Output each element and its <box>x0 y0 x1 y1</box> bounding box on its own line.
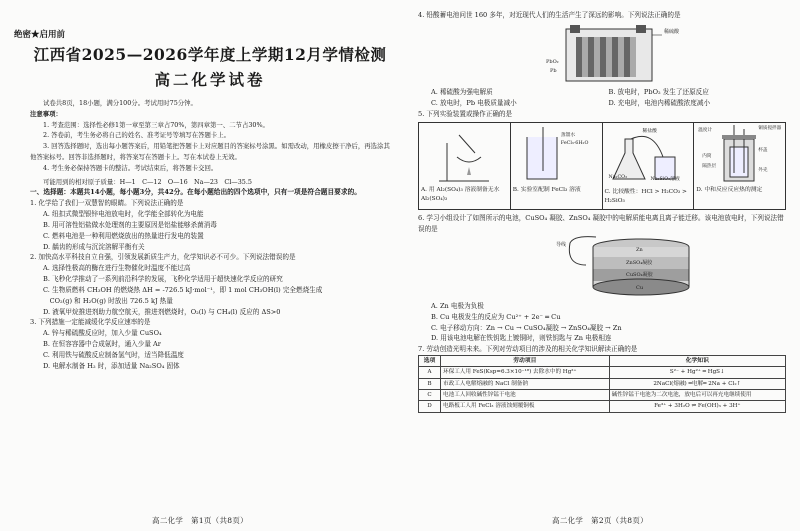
experiment-d <box>694 123 785 209</box>
fig-label: 隔热层 <box>702 164 717 169</box>
experiment-table <box>418 122 786 210</box>
fig-label: 杯盖 <box>758 148 768 153</box>
section-heading: 一、选择题：本题共14小题，每小题3分，共42分。在每小题给出的四个选项中，只有一项是符合题目要求的。 <box>30 188 361 197</box>
fig-label: 蒸馏水 <box>560 133 576 138</box>
experiment-caption: D. 中和反应反应热的测定 <box>696 187 763 193</box>
notice-item: 4. 考生务必保持答题卡的整洁。考试结束后，将答题卡交回。 <box>43 163 218 172</box>
fig-label: CuSO₄凝胶 <box>626 272 653 278</box>
beaker-diagram <box>511 123 601 185</box>
battery-figure <box>418 23 786 85</box>
table-cell: 碱性锌锰干电池为二次电池，放电后可以再充电继续使用 <box>609 390 785 401</box>
option: A. 选择性极高的酶在进行生物催化时温度不能过高 <box>43 264 191 273</box>
exam-subtitle: 高二化学试卷 <box>154 70 266 89</box>
fig-label: Cu <box>636 285 644 291</box>
table-cell: D <box>419 401 441 412</box>
table-cell: 2NaCl(熔融) ═电解═ 2Na + Cl₂↑ <box>609 378 785 389</box>
fig-label: PbO₂ <box>546 59 559 65</box>
table-cell: 电路板工人用 FeCl₃ 溶液蚀刻覆铜板 <box>441 401 610 412</box>
table-cell: 环保工人用 FeS(Ksp=6.3×10⁻¹⁸) 去除水中的 Hg²⁺ <box>441 367 610 378</box>
question-1-stem: 1. 化学给了我们一双慧智的眼睛。下列说法正确的是 <box>30 199 184 208</box>
experiment-c <box>603 123 695 209</box>
question-5-stem: 5. 下列实验装置或操作正确的是 <box>418 110 513 118</box>
option: C. 放电时，Pb 电极质量减小 <box>431 99 517 107</box>
question-7-stem: 7. 劳动创造光明未来。下列对劳动项目的涉及的相关化学知识解读正确的是 <box>418 345 638 354</box>
notice-item: 1. 考查范围：选择性必修1第一章至第三章占70%，第四章第一、二节占30%。 <box>43 120 269 129</box>
option: C. 燃料电池是一种利用燃烧放出的热量进行发电的装置 <box>43 231 204 240</box>
option: B. 飞秒化学推动了一系列前沿科学的发展，飞秒化学适用于超快速化学反应的研究 <box>43 275 283 284</box>
option: C. 电子移动方向：Zn → Cu → CuSO₄凝胶 → ZnSO₄凝胶 → Zn <box>431 323 622 332</box>
option: CO₂(g) 和 H₂O(g) 时放出 726.5 kJ 热量 <box>43 296 173 305</box>
gel-battery-diagram <box>566 235 716 301</box>
fig-label: 温度计 <box>698 128 713 133</box>
option: B. 用可溶性铝盐做水处理剂的主要原因是铝盐能够杀菌消毒 <box>43 220 217 229</box>
table-row <box>419 401 786 412</box>
labor-knowledge-table <box>418 355 786 412</box>
option: B. 放电时，PbO₂ 发生了还原反应 <box>608 88 709 96</box>
table-cell: B <box>419 378 441 389</box>
table-row <box>419 378 786 389</box>
option: A. 纽扣式微型银锌电池放电时，化学能全部转化为电能 <box>43 210 204 219</box>
fig-label: Na₂CO₃ <box>608 175 628 180</box>
option: B. 在恒容容器中合成氨时，通入少量 Ar <box>43 340 161 349</box>
page-footer: 高二化学 第2页（共8页） <box>552 516 648 525</box>
notice-item: 3. 回答选择题时，选出每小题答案后，用铅笔把答题卡上对应题目的答案标号涂黑。如需改动，用橡皮擦干净后，再选涂其他答案标号。回答非选择题时，将答案写在答题卡上。写在本试卷上无效。 <box>30 142 390 161</box>
fig-label: Pb <box>550 68 557 74</box>
question-2-stem: 2. 加快高水平科技自立自强，引领发展新质生产力，化学知识必不可少。下列说法错误的是 <box>30 253 296 262</box>
table-header-row <box>419 356 786 367</box>
option: D. 用该电池电解在铁钥匙上镀铜时，则铁钥匙与 Zn 电极相连 <box>431 334 612 343</box>
option: A. Zn 电极为负极 <box>431 302 484 310</box>
table-cell: C <box>419 390 441 401</box>
option: D. 充电时，电池内稀硫酸浓度减小 <box>608 99 711 107</box>
fig-label: 内筒 <box>702 154 712 159</box>
fig-label: FeCl₃·6H₂O <box>560 141 589 146</box>
table-row <box>419 367 786 378</box>
fig-label: 稀盐酸 <box>642 129 657 134</box>
table-cell: 电池工人回收碱性锌锰干电池 <box>441 390 610 401</box>
fig-label: 铜质搅拌器 <box>758 126 782 131</box>
experiment-b <box>511 123 603 209</box>
option: D. 电解水制备 H₂ 时，添加适量 Na₂SO₄ 固体 <box>43 361 180 370</box>
table-cell: 市政工人电解熔融的 NaCl 制备钠 <box>441 378 610 389</box>
intro-text: 试卷共8页，18小题，满分100分。考试用时75分钟。 <box>43 99 197 107</box>
evaporation-apparatus-diagram <box>419 123 509 185</box>
fig-label: Zn <box>636 247 643 253</box>
fig-label: 外壳 <box>758 168 768 173</box>
page-2 <box>400 0 800 531</box>
notice-heading: 注意事项： <box>30 109 62 118</box>
notice-item: 2. 答卷前，考生务必将自己的姓名、准考证号等填写在答题卡上。 <box>43 131 231 140</box>
fig-label: Na₂SiO₃溶液 <box>650 177 680 182</box>
page-footer: 高二化学 第1页（共8页） <box>152 516 248 525</box>
fig-label: ZnSO₄凝胶 <box>626 260 653 266</box>
option: C. 生物质燃料 CH₃OH 的燃烧热 ΔH = -726.5 kJ·mol⁻¹，即 1 mol CH₃OH(l) 完全燃烧生成 <box>43 285 323 294</box>
question-3-stem: 3. 下列措施一定能减缓化学反应速率的是 <box>30 318 151 327</box>
table-cell: S²⁻ + Hg²⁺ ═ HgS↓ <box>609 367 785 378</box>
table-cell: Fe³⁺ + 3H₂O ⇌ Fe(OH)₃ + 3H⁺ <box>609 401 785 412</box>
experiment-a <box>419 123 511 209</box>
question-6-stem: 6. 学习小组设计了如图所示的电池，CuSO₄ 凝胶、ZnSO₄ 凝胶中的电解质能电离且离子能迁移。该电池放电时，下列说法错误的是 <box>418 214 784 233</box>
question-4-stem: 4. 铅酸蓄电池问世 160 多年，对近现代人们的生活产生了深远的影响。下列说法正确的是 <box>418 11 681 19</box>
option: C. 利用铁与硫酸反应制备氢气时，适当降低温度 <box>43 350 184 359</box>
option: D. 龋齿的形成与沉淀溶解平衡有关 <box>43 242 145 251</box>
option: A. 稀硫酸为强电解质 <box>431 88 493 96</box>
atomic-masses: 可能用到的相对原子质量：H—1 C—12 O—16 Na—23 Cl—35.5 <box>43 177 252 186</box>
table-cell: A <box>419 367 441 378</box>
experiment-caption: C. 比较酸性：HCl > H₂CO₃ > H₂SiO₃ <box>604 189 687 204</box>
option: D. 液氧甲烷推进剂助力航空航天，推进剂燃烧时，O₂(l) 与 CH₄(l) 反应的 ΔS>0 <box>43 307 281 316</box>
cell-figure <box>418 235 786 301</box>
fig-label: 稀硫酸 <box>664 29 680 35</box>
fig-label: 导线 <box>556 242 567 248</box>
exam-title: 江西省2025—2026学年度上学期12月学情检测 <box>33 45 387 64</box>
experiment-caption: A. 用 Al₂(SO₄)₃ 溶液制备无水 Al₂(SO₄)₃ <box>421 187 500 202</box>
secret-label: 绝密★启用前 <box>14 30 66 40</box>
table-row <box>419 390 786 401</box>
table-header-cell: 化学知识 <box>609 356 785 367</box>
option: B. Cu 电极发生的反应为 Cu²⁺ + 2e⁻ ═ Cu <box>431 312 561 321</box>
option: A. 锌与稀硫酸反应时，加入少量 CuSO₄ <box>43 329 162 338</box>
experiment-caption: B. 实验室配制 FeCl₃ 溶液 <box>512 187 581 193</box>
table-header-cell: 选项 <box>419 356 441 367</box>
table-header-cell: 劳动项目 <box>441 356 610 367</box>
